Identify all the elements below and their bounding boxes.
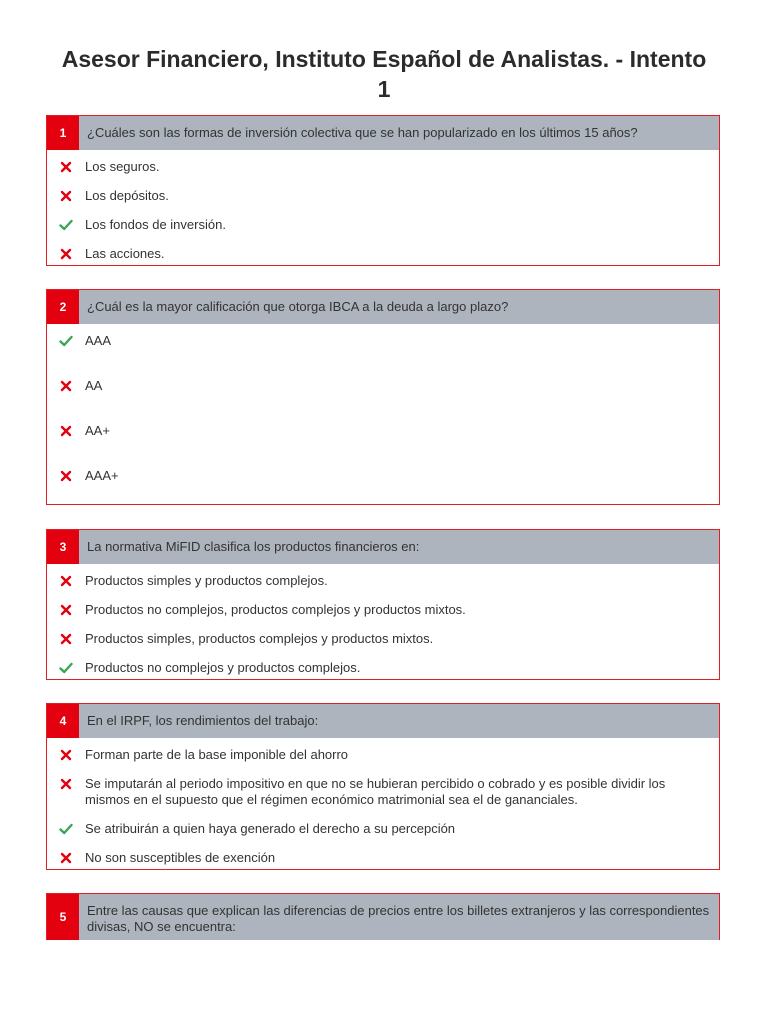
option-item (47, 246, 719, 266)
option-item (47, 423, 719, 468)
cross-icon (47, 747, 85, 761)
option-item (47, 776, 719, 821)
option-list (47, 738, 719, 870)
question-text: ¿Cuál es la mayor calificación que otorga IBCA a la deuda a largo plazo? (87, 299, 509, 314)
option-item (47, 631, 719, 660)
cross-icon (47, 850, 85, 864)
cross-icon (47, 378, 85, 392)
option-text: Los seguros. (85, 159, 160, 174)
question-card-2 (46, 289, 720, 505)
option-item (47, 573, 719, 602)
cross-icon (47, 631, 85, 645)
option-text: Los depósitos. (85, 188, 169, 203)
option-item (47, 747, 719, 776)
check-icon (47, 660, 85, 674)
question-card-3 (46, 529, 720, 680)
question-header (47, 530, 719, 564)
question-number: 4 (47, 704, 79, 738)
question-text: En el IRPF, los rendimientos del trabajo: (87, 713, 319, 728)
question-number: 3 (47, 530, 79, 564)
option-text: Productos no complejos, productos complejos y productos mixtos. (85, 602, 466, 617)
option-item (47, 468, 719, 498)
question-number: 5 (47, 894, 79, 940)
option-text: Productos no complejos y productos complejos. (85, 660, 361, 675)
option-item (47, 188, 719, 217)
question-card-5 (46, 893, 720, 940)
question-header (47, 116, 719, 150)
option-text: AA+ (85, 423, 110, 438)
option-list (47, 150, 719, 266)
option-text: AAA (85, 333, 112, 348)
option-item (47, 217, 719, 246)
cross-icon (47, 246, 85, 260)
option-text: Forman parte de la base imponible del ahorro (85, 747, 349, 762)
option-item (47, 850, 719, 870)
check-icon (47, 333, 85, 347)
option-item (47, 333, 719, 378)
option-text: No son susceptibles de exención (85, 850, 276, 865)
question-number: 1 (47, 116, 79, 150)
question-number: 2 (47, 290, 79, 324)
option-text: Se atribuirán a quien haya generado el derecho a su percepción (85, 821, 456, 836)
cross-icon (47, 468, 85, 482)
question-text: Entre las causas que explican las diferencias de precios entre los billetes extranjeros y las correspondientes divisas, NO se encuentra: (87, 903, 710, 934)
page-title: Asesor Financiero, Instituto Español de Analistas. - Intento 1 (61, 46, 707, 102)
question-card-1 (46, 115, 720, 266)
option-text: Productos simples, productos complejos y productos mixtos. (85, 631, 434, 646)
option-text: Los fondos de inversión. (85, 217, 226, 232)
cross-icon (47, 573, 85, 587)
question-text: La normativa MiFID clasifica los productos financieros en: (87, 539, 420, 554)
option-list (47, 564, 719, 680)
check-icon (47, 821, 85, 835)
option-text: AA (85, 378, 103, 393)
question-text: ¿Cuáles son las formas de inversión colectiva que se han popularizado en los últimos 15 años? (87, 125, 638, 140)
cross-icon (47, 602, 85, 616)
option-item (47, 378, 719, 423)
cross-icon (47, 159, 85, 173)
cross-icon (47, 423, 85, 437)
option-text: Se imputarán al periodo impositivo en que no se hubieran percibido o cobrado y es posible dividir los mismos en el supuesto que el régimen económico matrimonial sea el de gananciales. (85, 776, 666, 807)
cross-icon (47, 188, 85, 202)
option-text: AAA+ (85, 468, 119, 483)
cross-icon (47, 776, 85, 790)
option-item (47, 660, 719, 680)
option-item (47, 159, 719, 188)
option-item (47, 602, 719, 631)
question-card-4 (46, 703, 720, 870)
question-header (47, 290, 719, 324)
question-header (47, 894, 719, 940)
option-list (47, 324, 719, 498)
option-item (47, 821, 719, 850)
check-icon (47, 217, 85, 231)
question-header (47, 704, 719, 738)
option-text: Productos simples y productos complejos. (85, 573, 328, 588)
option-text: Las acciones. (85, 246, 165, 261)
